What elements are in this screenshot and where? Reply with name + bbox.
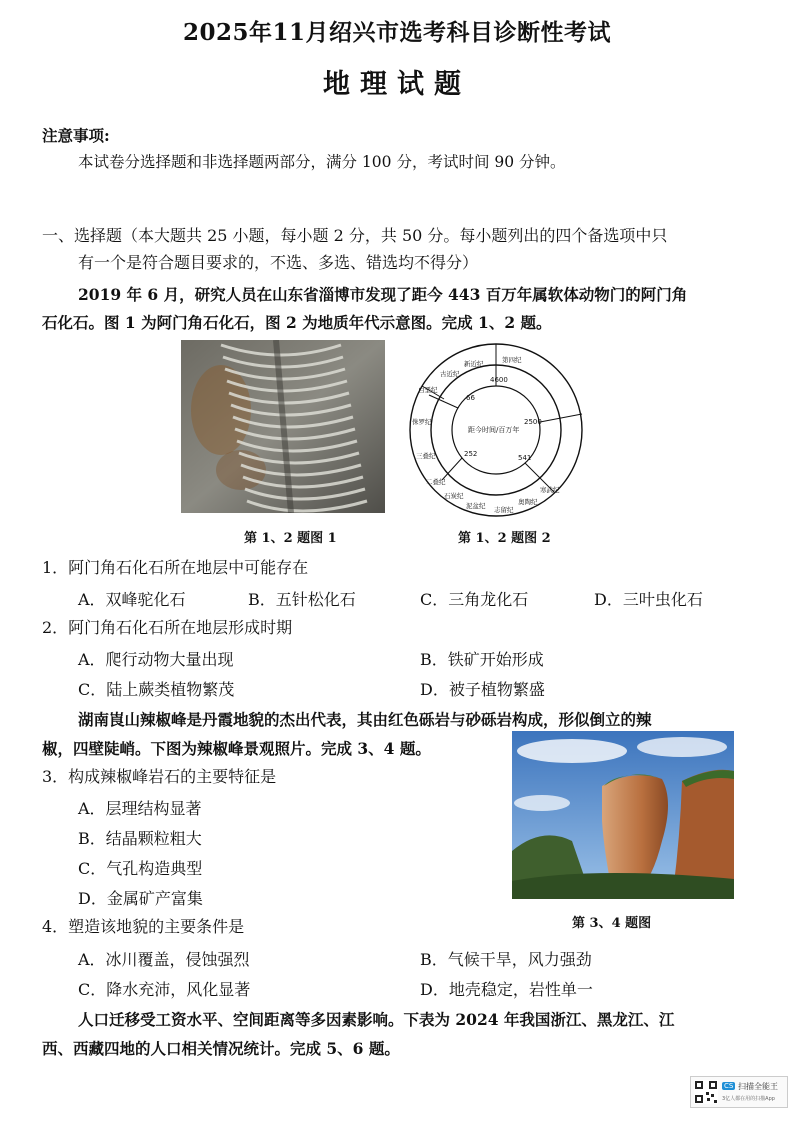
scanner-watermark <box>690 1076 788 1108</box>
notice-heading: 注意事项: <box>42 126 110 145</box>
q1-option-b[interactable]: B．五针松化石 <box>248 590 356 609</box>
period-neogene: 新近纪 <box>464 360 484 368</box>
period-triassic: 三叠纪 <box>416 452 436 460</box>
section1-line2: 有一个是符合题目要求的，不选、多选、错选均不得分） <box>78 253 479 272</box>
chili-peak-photo <box>512 731 734 899</box>
notice-text: 本试卷分选择题和非选择题两部分，满分 100 分，考试时间 90 分钟。 <box>78 153 566 171</box>
q3-stem: 3．构成辣椒峰岩石的主要特征是 <box>42 767 277 786</box>
scanner-badge: CS <box>724 1082 734 1090</box>
ring-value-4600: 4600 <box>490 376 508 384</box>
scanner-tagline: 3亿人都在用的扫描App <box>722 1096 775 1102</box>
q2-option-a[interactable]: A．爬行动物大量出现 <box>78 650 234 669</box>
fig34-caption: 第 3、4 题图 <box>572 916 652 931</box>
period-cretaceous: 白垩纪 <box>418 386 438 394</box>
q3-option-a[interactable]: A．层理结构显著 <box>78 799 202 818</box>
exam-title: 2025年11月绍兴市选考科目诊断性考试 <box>182 19 612 46</box>
q4-option-c[interactable]: C．降水充沛，风化显著 <box>78 980 251 999</box>
q1-option-d[interactable]: D．三叶虫化石 <box>594 590 703 609</box>
center-label: 距今时间/百万年 <box>468 426 520 434</box>
subject-title: 地理试题 <box>323 69 471 100</box>
ring-value-2500: 2500 <box>524 418 542 426</box>
period-carboniferous: 石炭纪 <box>444 492 464 500</box>
intro34-line1: 湖南崀山辣椒峰是丹霞地貌的杰出代表，其由红色砾岩与砂砾岩构成，形似倒立的辣 <box>78 710 652 729</box>
q4-stem: 4．塑造该地貌的主要条件是 <box>42 917 245 936</box>
q1-stem: 1．阿门角石化石所在地层中可能存在 <box>42 558 309 577</box>
q2-option-b[interactable]: B．铁矿开始形成 <box>420 650 544 669</box>
period-devonian: 泥盆纪 <box>466 502 486 510</box>
period-silurian: 志留纪 <box>494 506 514 514</box>
period-jurassic: 侏罗纪 <box>412 418 432 426</box>
q2-stem: 2．阿门角石化石所在地层形成时期 <box>42 618 293 637</box>
intro12-line1: 2019 年 6 月，研究人员在山东省淄博市发现了距今 443 百万年属软体动物门的阿门角 <box>78 285 688 304</box>
period-cambrian: 寒武纪 <box>540 486 560 494</box>
q4-option-b[interactable]: B．气候干旱，风力强劲 <box>420 950 592 969</box>
q3-option-c[interactable]: C．气孔构造典型 <box>78 859 203 878</box>
geologic-time-chart <box>404 340 588 520</box>
q2-option-c[interactable]: C．陆上蕨类植物繁茂 <box>78 680 235 699</box>
intro56-line2: 西、西藏四地的人口相关情况统计。完成 5、6 题。 <box>42 1039 400 1058</box>
fig2-caption: 第 1、2 题图 2 <box>458 531 551 546</box>
q3-option-d[interactable]: D．金属矿产富集 <box>78 889 203 908</box>
ring-value-252: 252 <box>464 450 478 458</box>
q2-option-d[interactable]: D．被子植物繁盛 <box>420 680 545 699</box>
q1-option-a[interactable]: A．双峰驼化石 <box>78 590 186 609</box>
intro12-line2: 石化石。图 1 为阿门角石化石，图 2 为地质年代示意图。完成 1、2 题。 <box>42 313 552 332</box>
q4-option-a[interactable]: A．冰川覆盖，侵蚀强烈 <box>78 950 250 969</box>
period-quaternary: 第四纪 <box>502 356 522 364</box>
scanner-name: 扫描全能王 <box>738 1082 778 1091</box>
intro34-line2: 椒，四壁陡峭。下图为辣椒峰景观照片。完成 3、4 题。 <box>42 739 431 758</box>
period-ordovician: 奥陶纪 <box>518 498 538 506</box>
ring-value-66: 66 <box>466 394 475 402</box>
qr-code-icon <box>694 1080 718 1104</box>
period-permian: 二叠纪 <box>426 478 446 486</box>
q3-option-b[interactable]: B．结晶颗粒粗大 <box>78 829 202 848</box>
q4-option-d[interactable]: D．地壳稳定，岩性单一 <box>420 980 593 999</box>
intro56-line1: 人口迁移受工资水平、空间距离等多因素影响。下表为 2024 年我国浙江、黑龙江、江 <box>78 1010 675 1029</box>
ring-value-541: 541 <box>518 454 532 462</box>
period-paleogene: 古近纪 <box>440 370 460 378</box>
section1-line1: 一、选择题（本大题共 25 小题，每小题 2 分，共 50 分。每小题列出的四个备选项中只 <box>42 226 668 245</box>
fig1-caption: 第 1、2 题图 1 <box>244 531 337 546</box>
q1-option-c[interactable]: C．三角龙化石 <box>420 590 529 609</box>
fossil-photo <box>181 340 385 513</box>
